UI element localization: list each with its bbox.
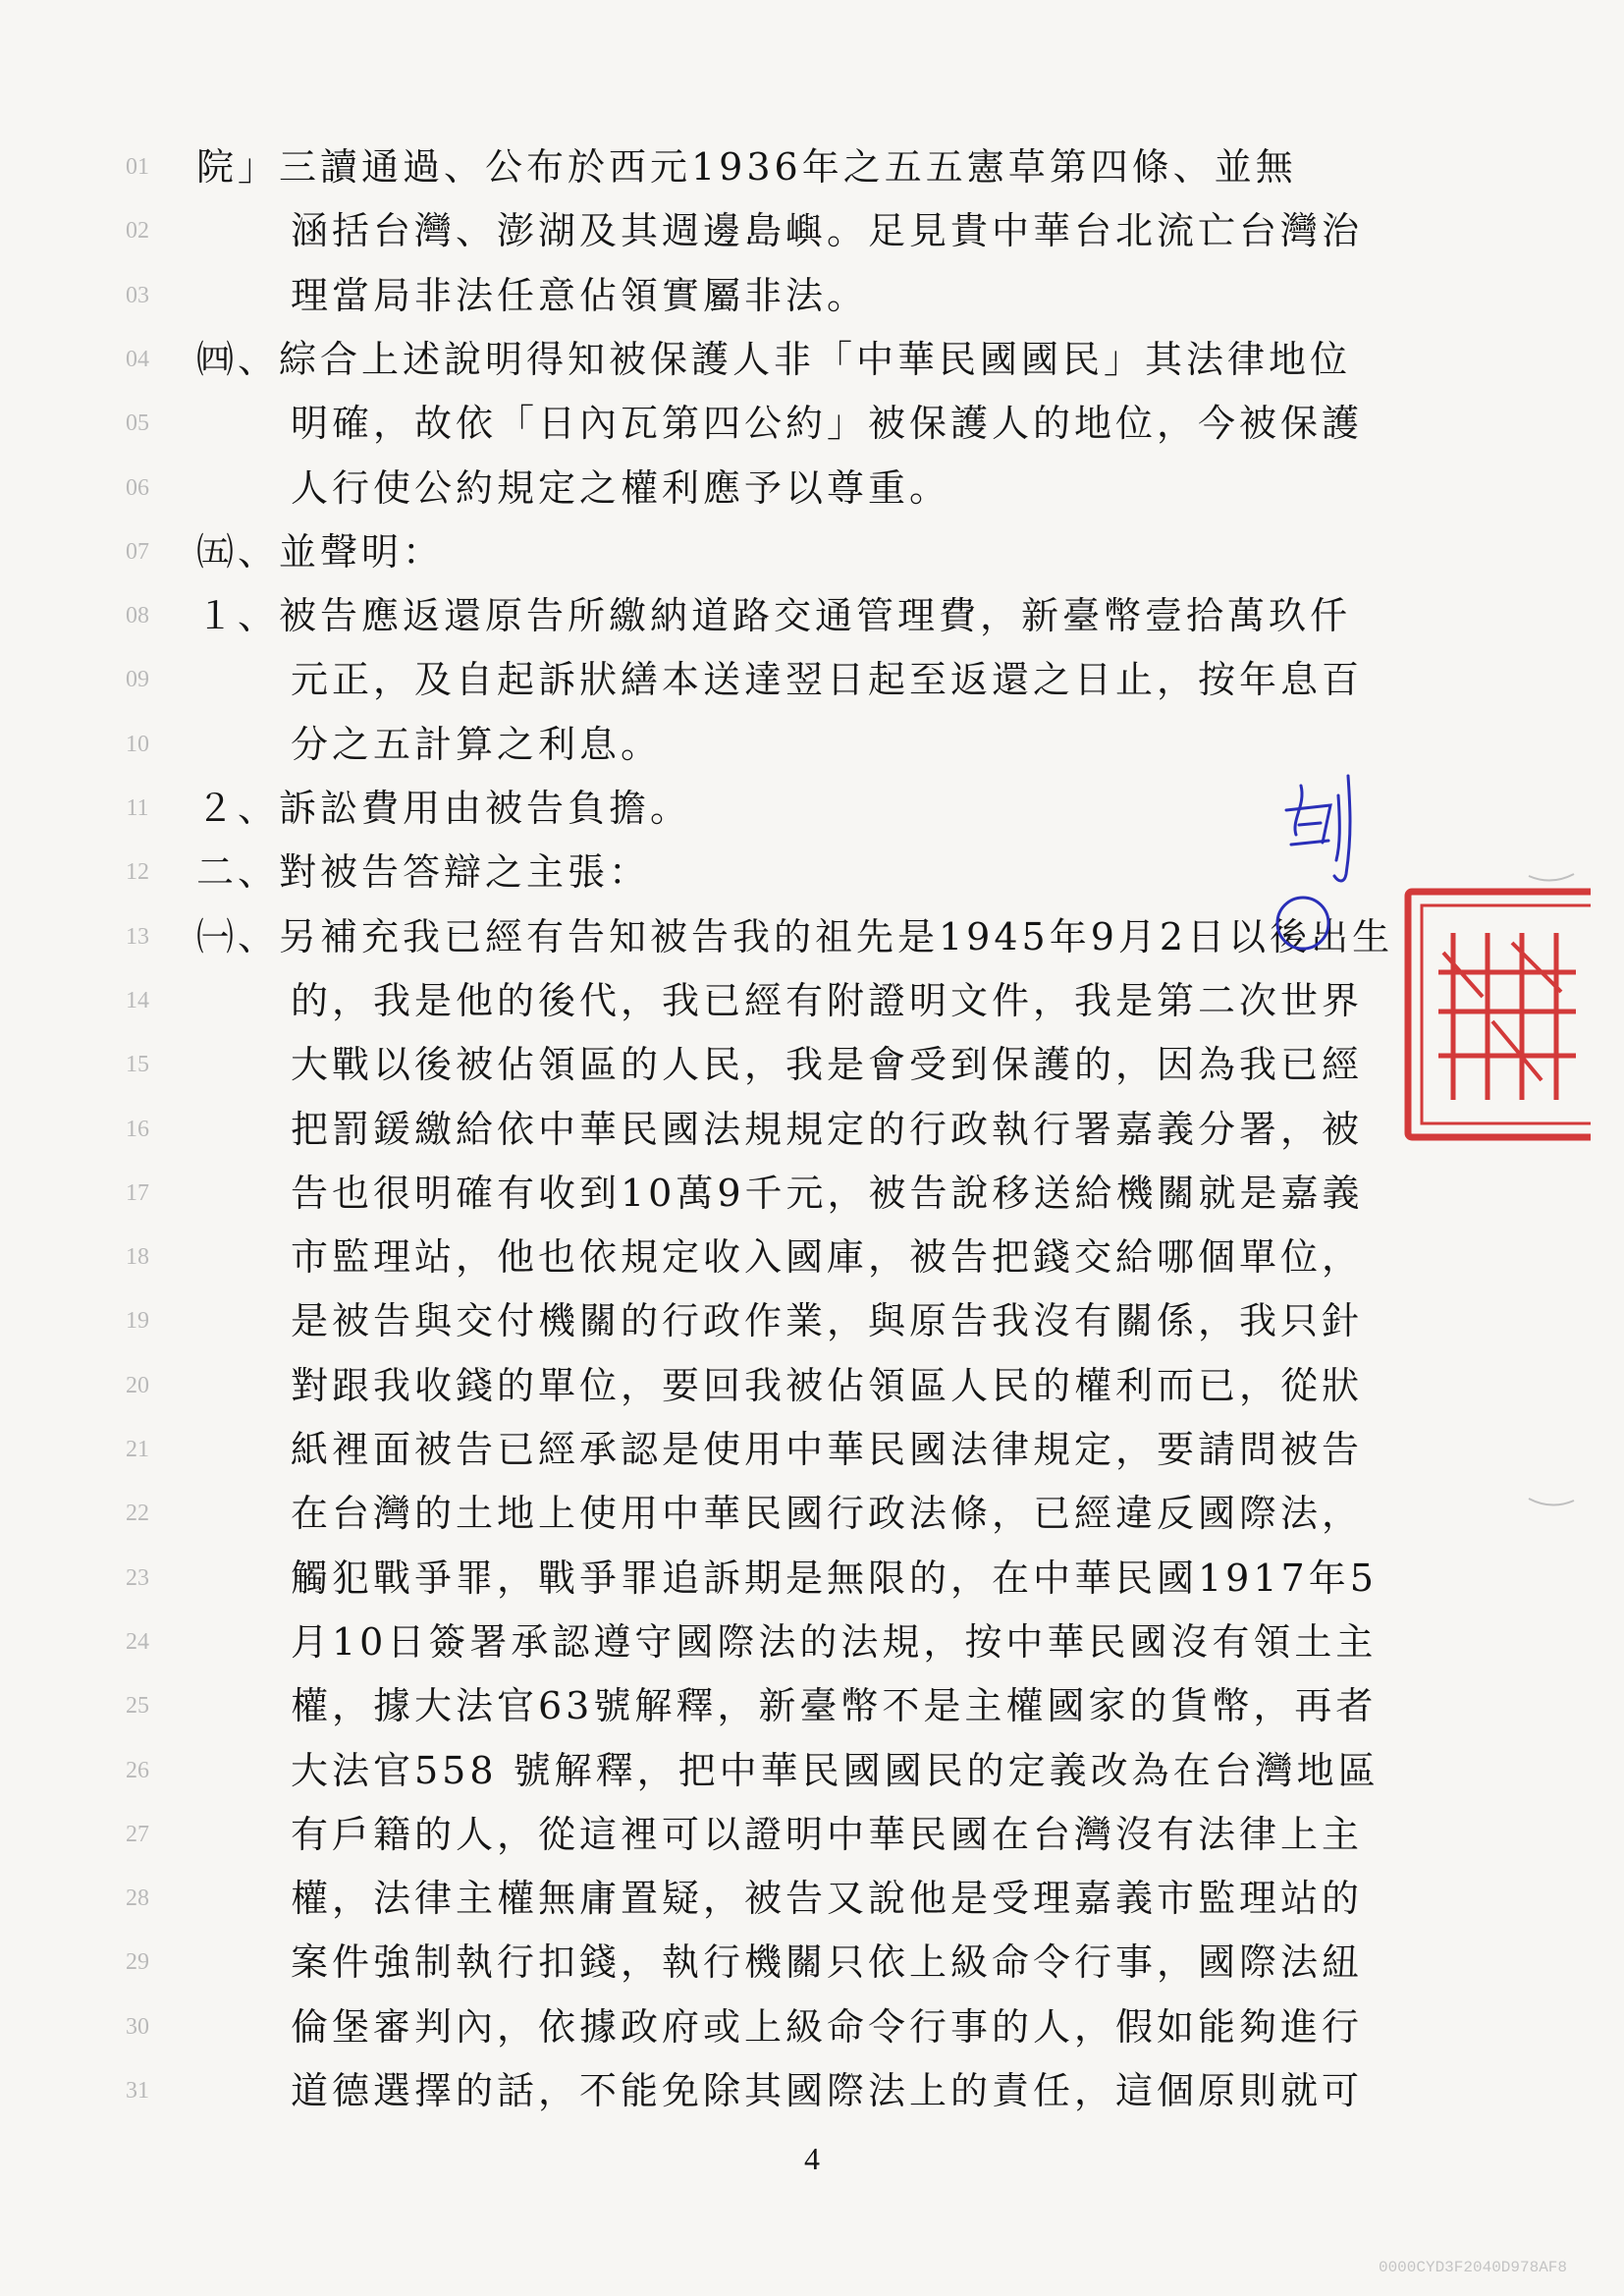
line-number: 23 (126, 1564, 149, 1591)
text-line: ㈣、綜合上述說明得知被保護人非「中華民國國民」其法律地位 (196, 337, 1352, 381)
text-line: １、被告應返還原告所繳納道路交通管理費，新臺幣壹拾萬玖仟 (196, 594, 1352, 638)
line-number: 28 (126, 1886, 149, 1912)
line-number: 19 (126, 1308, 149, 1335)
text-line: 紙裡面被告已經承認是使用中華民國法律規定，要請問被告 (291, 1428, 1364, 1471)
text-line: 大法官558 號解釋，把中華民國國民的定義改為在台灣地區 (291, 1748, 1380, 1792)
line-number: 27 (126, 1821, 149, 1847)
line-number: 09 (126, 667, 149, 693)
text-line: 市監理站，他也依規定收入國庫，被告把錢交給哪個單位， (291, 1235, 1364, 1280)
line-number: 25 (126, 1693, 149, 1720)
text-line: 人行使公約規定之權利應予以尊重。 (291, 465, 951, 510)
line-number: 08 (126, 603, 149, 629)
line-number: 18 (126, 1244, 149, 1271)
line-number: 14 (126, 987, 149, 1013)
text-line: 二、對被告答辯之主張： (196, 850, 651, 895)
text-line: 權，法律主權無庸置疑，被告又說他是受理嘉義市監理站的 (291, 1877, 1364, 1921)
line-number: 12 (126, 859, 149, 886)
line-number: 17 (126, 1179, 149, 1206)
line-number: 30 (126, 2013, 149, 2040)
document-id: 0000CYD3F2040D978AF8 (1378, 2259, 1567, 2276)
line-number: 24 (126, 1628, 149, 1655)
text-line: 道德選擇的話，不能免除其國際法上的責任，這個原則就可 (291, 2069, 1364, 2112)
line-number: 07 (126, 538, 149, 565)
text-line: 院」三讀通過、公布於西元1936年之五五憲草第四條、並無 (196, 145, 1297, 189)
text-line: 倫堡審判內，依據政府或上級命令行事的人，假如能夠進行 (291, 2004, 1364, 2049)
text-line: 理當局非法任意佔領實屬非法。 (291, 273, 869, 317)
text-line: 分之五計算之利息。 (291, 722, 663, 766)
line-number: 02 (126, 218, 149, 245)
line-number: 13 (126, 923, 149, 950)
text-line: 把罰鍰繳給依中華民國法規規定的行政執行署嘉義分署，被 (291, 1107, 1364, 1151)
page-number: 4 (804, 2141, 820, 2176)
line-number: 06 (126, 474, 149, 501)
text-line: 元正，及自起訴狀繕本送達翌日起至返還之日止，按年息百 (291, 658, 1364, 702)
text-line: 對跟我收錢的單位，要回我被佔領區人民的權利而已，從狀 (291, 1363, 1364, 1407)
line-number: 16 (126, 1116, 149, 1142)
line-number: 15 (126, 1052, 149, 1078)
text-line: 權，據大法官63號解釋，新臺幣不是主權國家的貨幣，再者 (291, 1684, 1378, 1728)
text-line: 觸犯戰爭罪，戰爭罪追訴期是無限的，在中華民國1917年5 (291, 1556, 1378, 1600)
text-line: 明確，故依「日內瓦第四公約」被保護人的地位，今被保護 (291, 402, 1364, 446)
punch-hole-mark-lower (1527, 1491, 1576, 1510)
text-line: 是被告與交付機關的行政作業，與原告我沒有關係，我只針 (291, 1299, 1364, 1343)
text-line: ２、訴訟費用由被告負擔。 (196, 787, 692, 830)
text-line: 月10日簽署承認遵守國際法的法規，按中華民國沒有領土主 (291, 1619, 1378, 1664)
line-number: 10 (126, 731, 149, 757)
line-number: 01 (126, 154, 149, 180)
text-line: 涵括台灣、澎湖及其週邊島嶼。足見貴中華台北流亡台灣治 (291, 209, 1364, 253)
line-number: 21 (126, 1437, 149, 1462)
text-line: ㈤、並聲明： (196, 529, 445, 574)
line-number: 05 (126, 410, 149, 437)
court-seal (1394, 864, 1591, 1159)
line-number: 26 (126, 1757, 149, 1783)
text-line: 案件強制執行扣錢，執行機關只依上級命令行事，國際法紐 (291, 1941, 1364, 1985)
handwritten-signature (1262, 766, 1389, 953)
text-line: ㈠、另補充我已經有告知被告我的祖先是1945年9月2日以後出生 (196, 914, 1394, 958)
punch-hole-mark-upper (1527, 864, 1576, 884)
line-number: 04 (126, 346, 149, 372)
text-line: 大戰以後被佔領區的人民，我是會受到保護的，因為我已經 (291, 1043, 1364, 1087)
line-number: 20 (126, 1372, 149, 1398)
line-number: 31 (126, 2078, 149, 2104)
text-line: 告也很明確有收到10萬9千元，被告說移送給機關就是嘉義 (291, 1171, 1364, 1215)
text-line: 的，我是他的後代，我已經有附證明文件，我是第二次世界 (291, 978, 1364, 1022)
line-number: 03 (126, 282, 149, 308)
line-number: 22 (126, 1501, 149, 1527)
text-line: 在台灣的土地上使用中華民國行政法條，已經違反國際法， (291, 1492, 1364, 1536)
text-line: 有戶籍的人，從這裡可以證明中華民國在台灣沒有法律上主 (291, 1812, 1364, 1856)
line-number: 29 (126, 1949, 149, 1976)
line-number: 11 (126, 795, 149, 821)
